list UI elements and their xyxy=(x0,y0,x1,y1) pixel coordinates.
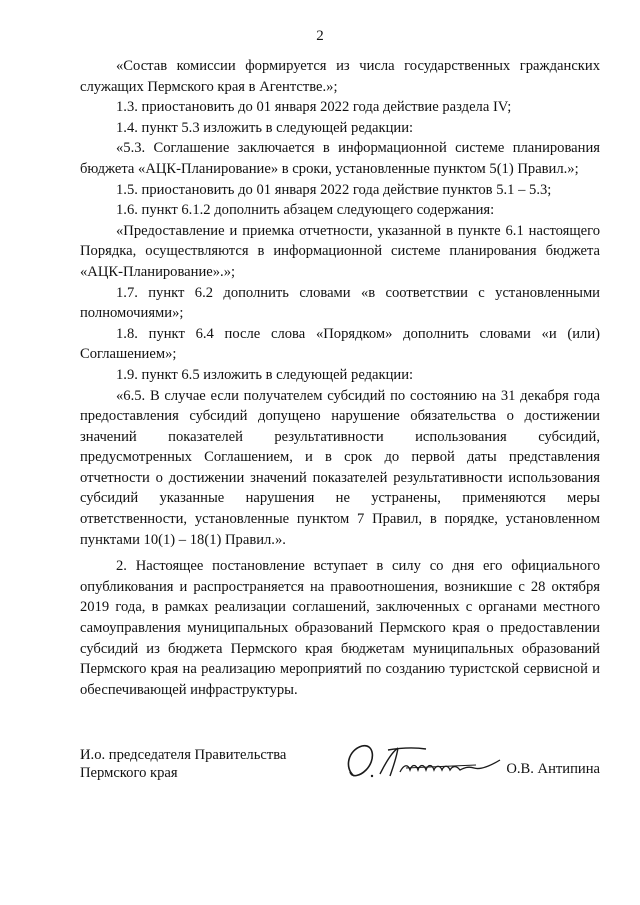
paragraph: 1.3. приостановить до 01 января 2022 года действие раздела IV; xyxy=(116,99,512,116)
paragraph: 1.4. пункт 5.3 изложить в следующей редакции: xyxy=(116,119,414,136)
page-number: 2 xyxy=(316,28,324,44)
paragraph: «Состав комиссии формируется из числа государственных гражданских служащих Пермского края в Агентстве.»; xyxy=(80,58,600,95)
paragraph: 2. Настоящее постановление вступает в силу со дня его официального опубликования и распространяется на правоотношения, возникшие с 28 октября 2019 года, в рамках реализации соглашений, заключенных с органами местного самоуправления муниципальных образований Пермского края о предоставлении субсидий из бюджета Пермского края бюджетам муниципальных образований Пермского края на реализацию мероприятий по созданию туристской сервисной и обеспечивающей инфраструктуры. xyxy=(80,558,600,698)
paragraph: «6.5. В случае если получателем субсидий по состоянию на 31 декабря года предоставления субсидий допущено нарушение обязательства о достижении значений показателей результативности использования субсидий, предусмотренных Соглашением, и в срок до первой даты представления отчетности о достижении значений показателей результативности использования субсидий указанные нарушения не устранены, применяются меры ответственности, установленные пунктом 7 Правил, в порядке, установленном пунктами 10(1) – 18(1) Правил.». xyxy=(80,387,600,548)
position-line: Пермского края xyxy=(80,765,178,781)
paragraph: 1.9. пункт 6.5 изложить в следующей редакции: xyxy=(116,366,414,383)
document-body xyxy=(80,56,600,700)
paragraph: «5.3. Соглашение заключается в информационной системе планирования бюджета «АЦК-Планирование» в сроки, установленные пунктом 5(1) Правил.»; xyxy=(80,140,600,177)
paragraph: 1.8. пункт 6.4 после слова «Порядком» дополнить словами «и (или) Соглашением»; xyxy=(80,325,600,363)
paragraph: 1.5. приостановить до 01 января 2022 года действие пунктов 5.1 – 5.3; xyxy=(116,181,552,198)
signatory-name: О.В. Антипина xyxy=(506,761,600,777)
paragraph: «Предоставление и приемка отчетности, указанной в пункте 6.1 настоящего Порядка, осуществляются в информационной системе планирования бюджета «АЦК-Планирование».»; xyxy=(80,222,600,280)
position-line: И.о. председателя Правительства xyxy=(80,747,287,763)
paragraph: 1.7. пункт 6.2 дополнить словами «в соответствии с установленными полномочиями»; xyxy=(80,284,600,322)
signatory-position xyxy=(80,746,286,782)
handwritten-signature xyxy=(340,738,510,784)
paragraph: 1.6. пункт 6.1.2 дополнить абзацем следующего содержания: xyxy=(116,202,495,219)
